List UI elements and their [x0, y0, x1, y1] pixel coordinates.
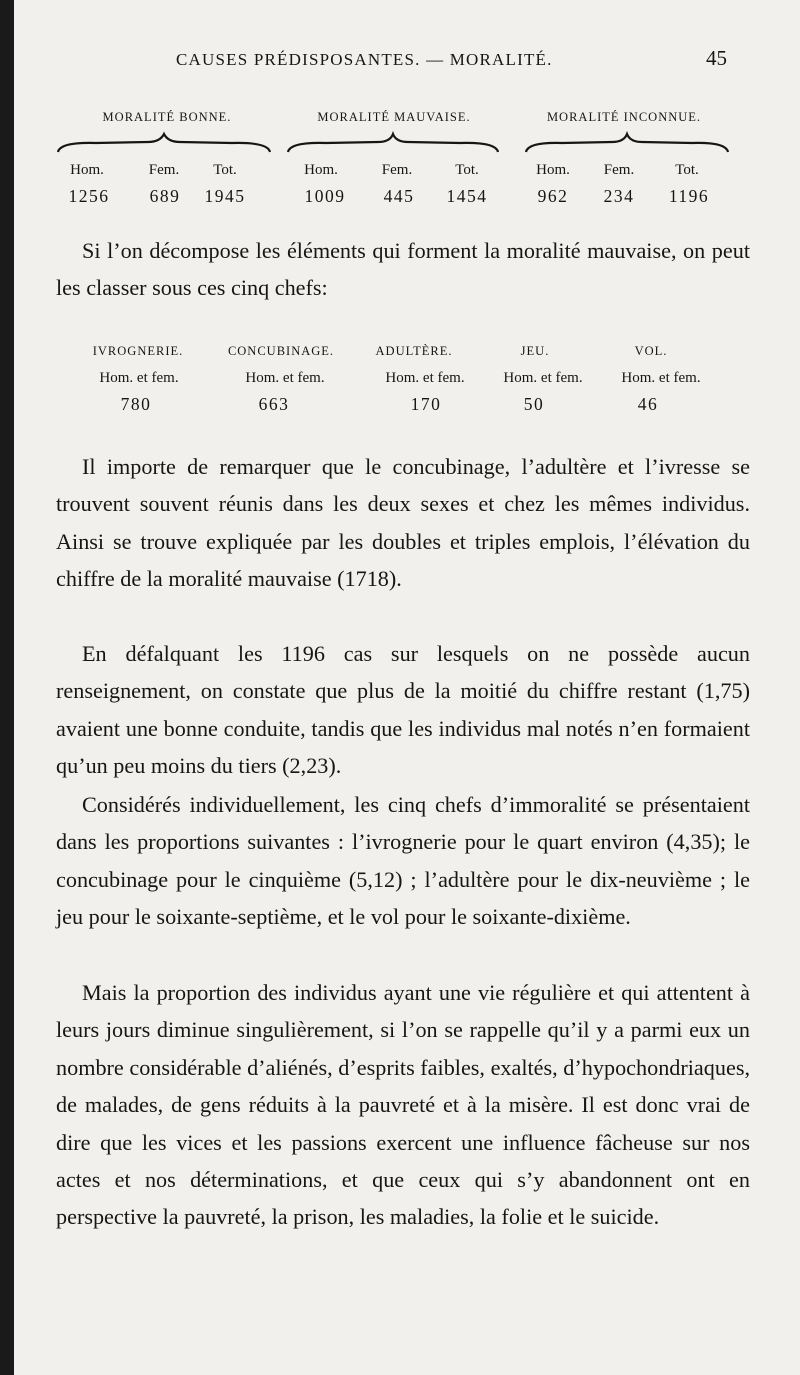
vice-label-jeu: JEU. [520, 344, 550, 358]
col-tot-unknown: Tot. [675, 162, 699, 178]
col-fem-good: Fem. [148, 162, 180, 178]
running-head [14, 46, 800, 76]
page-number: 45 [706, 46, 727, 70]
group-label-bad: MORALITÉ MAUVAISE. [317, 110, 471, 124]
paragraph-3: En défalquant les 1196 cas sur lesquels on ne possède aucun renseignement, on constate que plus de la moitié du chiffre restant (1,75) avaient une bonne conduite, tandis que les individus mal notés n’en formaient qu’un peu moins du tiers (2,23). [56, 641, 750, 779]
col-fem-unknown: Fem. [603, 162, 635, 178]
value-fem-bad: 445 [383, 186, 415, 206]
value-hom-unknown: 962 [537, 186, 569, 206]
group-label-good: MORALITÉ BONNE. [102, 110, 232, 124]
vice-sub-ivrognerie: Hom. et fem. [99, 370, 179, 386]
col-hom-unknown: Hom. [536, 162, 570, 178]
vice-sub-adultere: Hom. et fem. [385, 370, 465, 386]
col-tot-good: Tot. [213, 162, 237, 178]
brace-unknown [524, 130, 730, 154]
paragraph-2: Il importe de remarquer que le concubinage, l’adultère et l’ivresse se trouvent souvent réunis dans les deux sexes et chez les mêmes individus. Ainsi se trouve expliquée par les doubles et triples emplois, l’élévation du chiffre de la moralité mauvaise (1718). [56, 454, 750, 592]
vice-sub-vol: Hom. et fem. [621, 370, 701, 386]
brace-good [56, 130, 272, 154]
vice-label-ivrognerie: IVROGNERIE. [92, 344, 184, 358]
value-hom-good: 1256 [68, 186, 110, 206]
vice-value-jeu: 50 [523, 394, 545, 414]
paragraph-4: Considérés individuellement, les cinq chefs d’immoralité se présentaient dans les proportions suivantes : l’ivrognerie pour le quart environ (4,35); le concubinage pour le cinquième (5,12) ; l’adultère pour le dix-neuvième ; le jeu pour le soixante-septième, et le vol pour le soixante-dixième. [56, 792, 750, 930]
morality-table [14, 104, 800, 214]
paragraph-5: Mais la proportion des individus ayant une vie régulière et qui attentent à leurs jours diminue singulièrement, si l’on se rappelle qu’il y a parmi eux un nombre considérable d’aliénés, d’esprits faibles, exaltés, d’hypochondriaques, de malades, de gens réduits à la pauvreté et à la misère. Il est donc vrai de dire que les vices et les passions exercent une influence fâcheuse sur nos actes et nos déterminations, et que ceux qui s’y abandonnent ont en perspective la pauvreté, la prison, les maladies, la folie et le suicide. [56, 980, 750, 1230]
paragraph-1: Si l’on décompose les éléments qui forment la moralité mauvaise, on peut les classer sous ces cinq chefs: [56, 238, 750, 301]
group-label-unknown: MORALITÉ INCONNUE. [546, 110, 702, 124]
vice-label-vol: VOL. [634, 344, 668, 358]
value-tot-unknown: 1196 [668, 186, 710, 206]
value-tot-bad: 1454 [446, 186, 488, 206]
book-page [14, 0, 800, 1375]
col-fem-bad: Fem. [381, 162, 413, 178]
vices-table [14, 340, 800, 424]
value-fem-unknown: 234 [603, 186, 635, 206]
vice-value-concubinage: 663 [258, 394, 290, 414]
vice-sub-jeu: Hom. et fem. [503, 370, 583, 386]
vice-label-adultere: ADULTÈRE. [375, 344, 453, 358]
running-title: CAUSES PRÉDISPOSANTES. — MORALITÉ. [176, 50, 553, 69]
col-hom-good: Hom. [70, 162, 104, 178]
brace-bad [286, 130, 500, 154]
vice-label-concubinage: CONCUBINAGE. [227, 344, 335, 358]
vice-value-vol: 46 [637, 394, 659, 414]
vice-sub-concubinage: Hom. et fem. [245, 370, 325, 386]
value-fem-good: 689 [149, 186, 181, 206]
vice-value-adultere: 170 [410, 394, 442, 414]
col-hom-bad: Hom. [304, 162, 338, 178]
col-tot-bad: Tot. [455, 162, 479, 178]
value-tot-good: 1945 [204, 186, 246, 206]
value-hom-bad: 1009 [304, 186, 346, 206]
vice-value-ivrognerie: 780 [120, 394, 152, 414]
